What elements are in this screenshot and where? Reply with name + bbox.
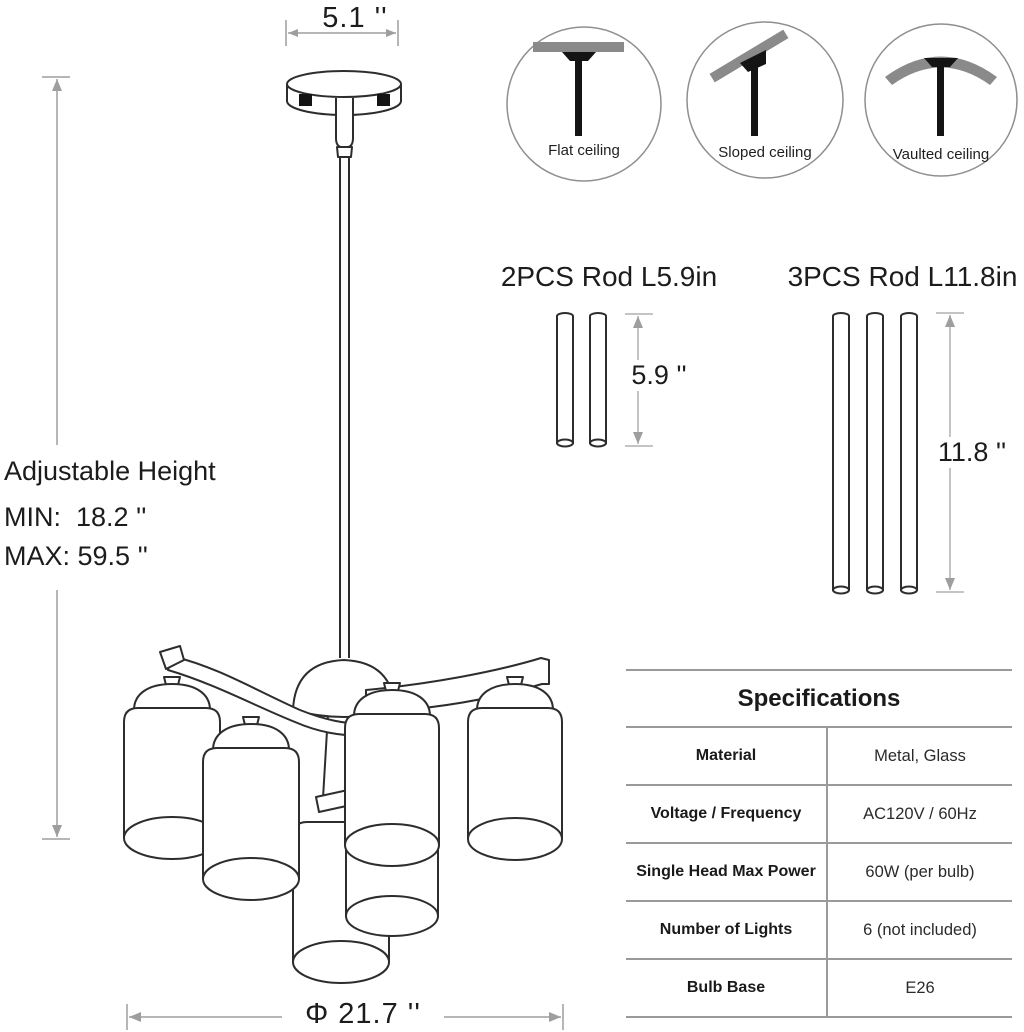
spec-label: Material: [626, 728, 828, 784]
spec-label: Voltage / Frequency: [626, 786, 828, 842]
table-row: [626, 728, 1012, 786]
table-row: [626, 960, 1012, 1018]
rod-3pcs-length-label: 11.8 '': [918, 437, 1024, 468]
spec-value: 6 (not included): [863, 920, 977, 939]
chandelier-drawing: [124, 646, 562, 983]
rod-3pcs-title: 3PCS Rod L11.8in: [787, 261, 1018, 292]
vaulted-ceiling-label: Vaulted ceiling: [892, 146, 990, 163]
table-row: [626, 786, 1012, 844]
sloped-ceiling-label: Sloped ceiling: [718, 144, 812, 161]
rod-2pcs-length-label: 5.9 '': [612, 360, 706, 391]
canopy-width-label: 5.1 '': [322, 2, 388, 34]
table-row: [626, 844, 1012, 902]
flat-ceiling-label: Flat ceiling: [548, 142, 620, 159]
adjustable-height-title: Adjustable Height: [4, 456, 216, 486]
canopy-drawing: [287, 71, 401, 157]
table-row: [626, 902, 1012, 960]
max-height-label: MAX: 59.5 '': [4, 541, 148, 571]
spec-value: E26: [905, 978, 935, 997]
rod-2pcs-title: 2PCS Rod L5.9in: [500, 261, 718, 292]
specifications-title: Specifications: [626, 671, 1012, 728]
rod-3pcs-drawing: [833, 313, 917, 594]
spec-value: 60W (per bulb): [865, 862, 975, 881]
rod-2pcs-drawing: [557, 313, 606, 447]
min-height-label: MIN: 18.2 '': [4, 502, 147, 532]
spec-value: Metal, Glass: [874, 746, 966, 765]
diameter-label: Φ 21.7 '': [282, 998, 444, 1031]
spec-value: AC120V / 60Hz: [863, 804, 977, 823]
specifications-table: [626, 669, 1012, 1018]
spec-label: Bulb Base: [626, 960, 828, 1016]
hanging-rod-drawing: [340, 157, 349, 658]
spec-label: Single Head Max Power: [626, 844, 828, 900]
spec-label: Number of Lights: [626, 902, 828, 958]
